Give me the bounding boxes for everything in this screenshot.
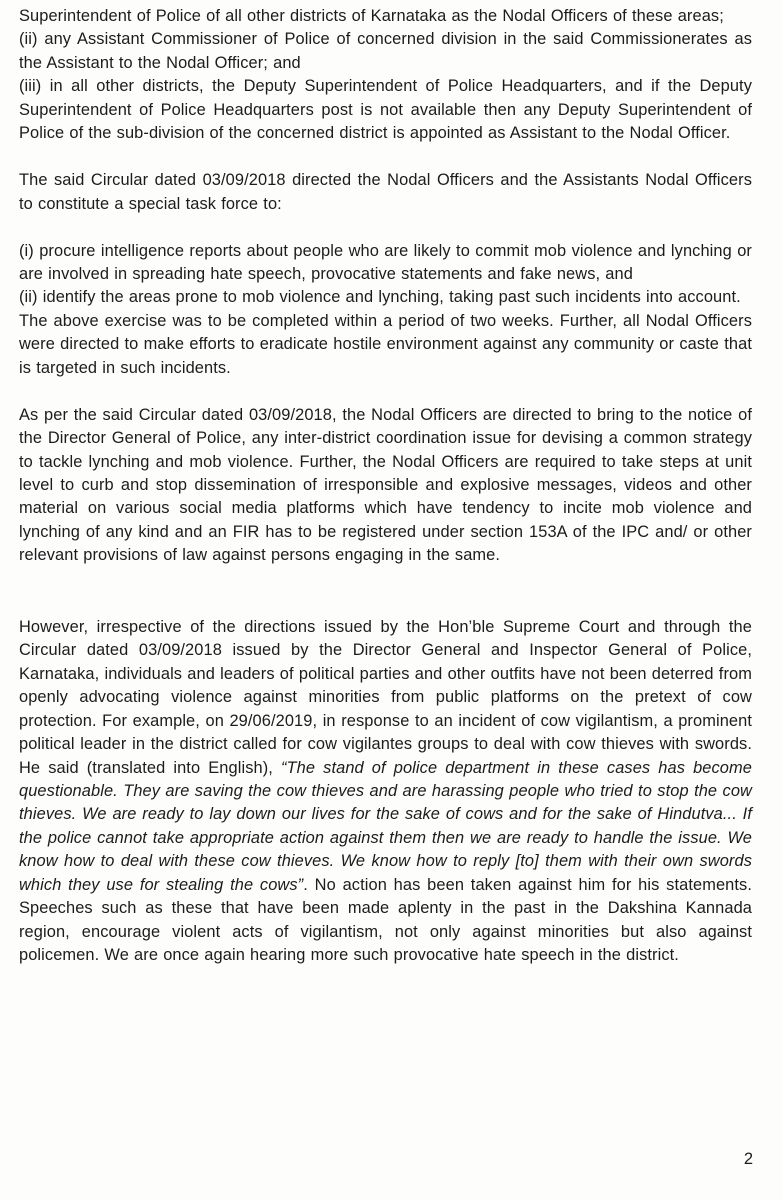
- paragraph-circular-directions: As per the said Circular dated 03/09/2018, the Nodal Officers are directed to bring to the notice of the Director General of Police, any inter-district coordination issue for devising a common strategy to tackle lynching and mob violence. Further, the Nodal Officers are required to take steps at unit level to curb and stop dissemination of irresponsible and explosive messages, videos and other material on various social media platforms which have tendency to incite mob violence and lynching of any kind and an FIR has to be registered under section 153A of the IPC and/ or other relevant provisions of law against persons engaging in the same.: [19, 405, 752, 565]
- paragraph-nodal-officers-areas: Superintendent of Police of all other districts of Karnataka as the Nodal Officers of these areas;: [19, 7, 724, 25]
- blank-line: [19, 146, 752, 169]
- quote-follow-up-text: . No action has been taken against him for his statements. Speeches such as these that have been made aplenty in the past in the Dakshina Kannada region, encourage violent acts of vigilantism, not only against minorities but also against policemen. We are once again hearing more such provocative hate speech in the district.: [19, 875, 753, 965]
- paragraph-item-ii-assistant-commissioner: (ii) any Assistant Commissioner of Police of concerned division in the said Commissionerates as the Assistant to the Nodal Officer; and: [19, 30, 752, 72]
- paragraph-circular-task-force: The said Circular dated 03/09/2018 directed the Nodal Officers and the Assistants Nodal Officers to constitute a special task force to:: [19, 171, 752, 213]
- paragraph-item-ii-identify-areas: (ii) identify the areas prone to mob violence and lynching, taking past such incidents into account.: [19, 288, 741, 307]
- document-body: [19, 5, 752, 968]
- blank-lines: [19, 568, 752, 616]
- translated-quote-italic: “The stand of police department in these cases has become questionable. They are saving the cow thieves and are harassing people who tried to stop the cow thieves. We are ready to lay down our lives for the sake of cows and for the sake of Hindutva... If the police cannot take appropriate action against them then we are ready to handle the issue. We know how to deal with these cow thieves. We know how to reply [to] them with their own swords which they use for stealing the cows”: [19, 758, 752, 894]
- paragraph-item-i-intelligence-reports: (i) procure intelligence reports about people who are likely to commit mob violence and lynching or are involved in spreading hate speech, provocative statements and fake news, and: [19, 241, 752, 283]
- paragraph-exercise-two-weeks: The above exercise was to be completed within a period of two weeks. Further, all Nodal Officers were directed to make efforts to eradicate hostile environment against any community or caste that is targeted in such incidents.: [19, 311, 752, 377]
- paragraph-item-iii-other-districts: (iii) in all other districts, the Deputy Superintendent of Police Headquarters, and if the Deputy Superintendent of Police Headquarters post is not available then any Deputy Superintendent of Police of the sub-division of the concerned district is appointed as Assistant to the Nodal Officer.: [19, 77, 752, 143]
- paragraph-however-quote: [19, 616, 752, 968]
- blank-line: [19, 380, 752, 403]
- blank-line: [19, 216, 752, 239]
- page-number: 2: [743, 1150, 753, 1168]
- quote-lead-in-text: However, irrespective of the directions issued by the Hon’ble Supreme Court and through the Circular dated 03/09/2018 issued by the Director General and Inspector General of Police, Karnataka, individuals and leaders of political parties and other outfits have not been deterred from openly advocating violence against minorities from public platforms on the pretext of cow protection. For example, on 29/06/2019, in response to an incident of cow vigilantism, a prominent political leader in the district called for cow vigilantes groups to deal with cow thieves with swords. He said (translated into English),: [19, 617, 752, 777]
